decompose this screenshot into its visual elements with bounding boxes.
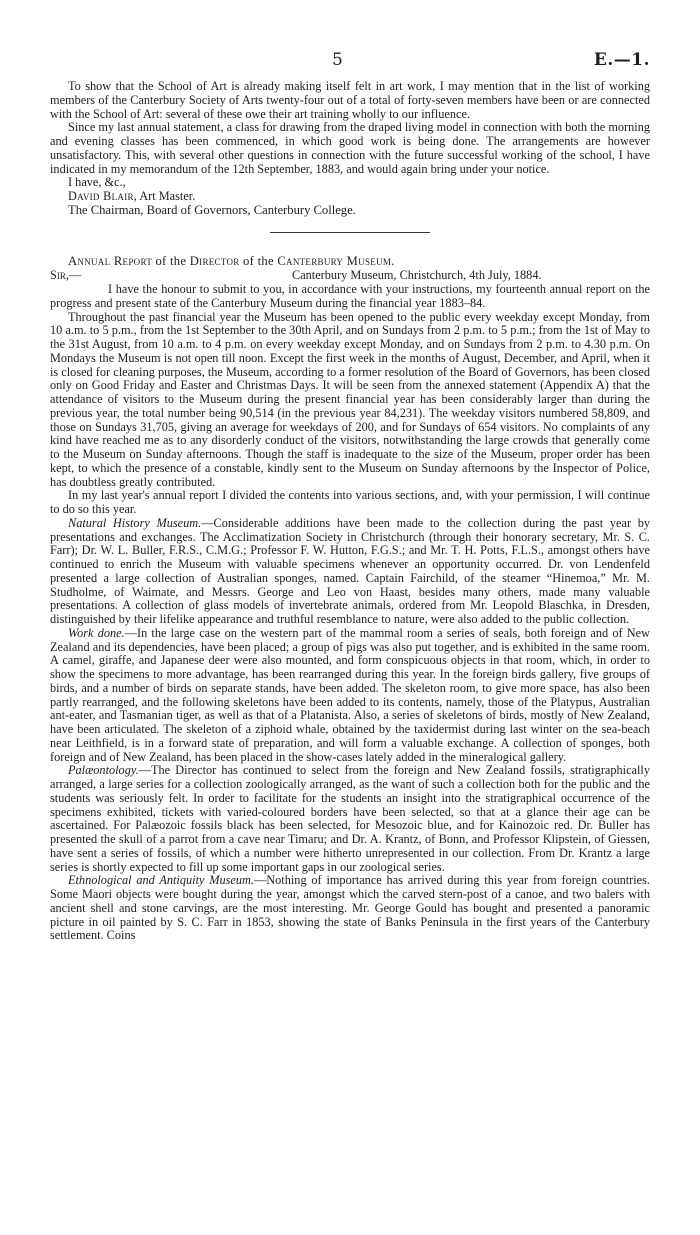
work-done-text: —In the large case on the western part of the mammal room a series of seals, both foreign and of New Zealand and its dependencies, have been placed; a group of pigs was also put together, and is exhibited in the same room. A camel, giraffe, and Japanese deer were also mounted, and form conspicuous objects in that room, which, in order to show the specimens to more advantage, has been rearranged during this year. In the foreign birds gallery, five groups of birds, and a number of birds on separate stands, have been added. The skeleton room, to give more space, has also been partly rearranged, and the following skeletons have been added to its contents, namely, those of the Platypus, Australian ant-eater, and Tasmanian tiger, as well as that of a Platanista. Also, a series of skeletons of birds, mostly of New Zealand, have been articulated. The skeleton of a ziphoid whale, obtained by the taxidermist during last winter on the sea-beach near Leithfield, is in a forward state of preparation, and will form a valuable exchange. A collection of sponges, both foreign and of New Zealand, has been placed in the show-cases lately added in the mineralogical gallery. <box>50 625 650 764</box>
natural-history-text: —Considerable additions have been made to the collection during the past year by presentations and exchanges. The Acclimatization Society in Christchurch (through their honorary secretary, Mr. S. C. Farr); Dr. W. L. Buller, F.R.S., C.M.G.; Professor F. W. Hutton, F.G.S.; and Mr. T. H. Potts, F.L.S., amongst others have continued to enrich the Museum with valuable specimens whenever an opportunity occurred. Dr. von Lendenfeld presented a large collection of Australian sponges, named. Captain Fairchild, of the steamer “Hinemoa,” Mr. M. Studholme, of Waimate, and Messrs. George and Leo von Haast, besides many others, made many valuable presentations. A collection of glass models of invertebrate animals, ordered from Mr. Leopold Blaschka, in Dresden, distinguished by their lifelike appearance and truthful resemblance to nature, were also added to the public collection. <box>50 515 650 626</box>
letter-closing: I have, &c., <box>68 175 126 190</box>
palaeontology-heading: Palæontology. <box>68 763 139 778</box>
report-title <box>50 255 650 269</box>
letter-paragraph-2: Since my last annual statement, a class for drawing from the draped living model in connection with both the morning and evening classes has been commenced, in which good work is being done. The arrangements are however unsatisfactory. This, with several other questions in connection with the future successful working of the school, I have indicated in my memorandum of the 12th September, 1883, and would again bring under your notice. <box>50 120 650 176</box>
report-title-part-5: Canterbury Museum. <box>277 253 395 268</box>
salutation: Sir,— <box>50 268 82 283</box>
report-title-part-2: of the <box>152 253 190 268</box>
page-number: 5 <box>332 50 343 70</box>
page-body <box>50 80 650 943</box>
palaeontology-text: —The Director has continued to select from the foreign and New Zealand fossils, stratigraphically arranged, a large series for a collection zoologically arranged, as the want of such a collection both for the public and the students was seriously felt. In order to facilitate for the students an insight into the stratigraphical occurrence of the specimens exhibited, tickets with varied-coloured borders have been selected, so that at a glance their age can be ascertained. For Palæozoic fossils black has been selected, for Mesozoic blue, and for Kainozoic red. Dr. Buller has presented the skull of a parrot from a cave near Timaru; and Dr. A. Krantz, of Bonn, and Professor Klipstein, of Giessen, have sent a series of fossils, of which a number were hitherto unrepresented in our collection. From Dr. Krantz a large series is shortly expected to fill up some important gaps in our zoological series. <box>50 763 650 874</box>
letter-signature <box>50 190 650 204</box>
work-done-heading: Work done. <box>68 625 125 640</box>
natural-history-paragraph <box>50 517 650 627</box>
ethnological-heading: Ethnological and Antiquity Museum. <box>68 873 254 888</box>
document-reference: E.—1. <box>593 50 650 70</box>
ethnological-text: —Nothing of importance has arrived during this year from foreign countries. Some Maori objects were bought during the year, amongst which the carved stern-post of a canoe, and two balers with ancient shell and stone carvings, are the most interesting. Mr. George Gould has bought and presented a panoramic picture in oil painted by S. C. Farr in 1853, showing the state of Banks Peninsula in the first years of the Canterbury settlement. Coins <box>50 873 650 943</box>
page-header <box>0 50 700 74</box>
report-paragraph-3: In my last year's annual report I divided the contents into various sections, and, with your permission, I will continue to do so this year. <box>50 488 650 516</box>
place-date: Canterbury Museum, Christchurch, 4th July, 1884. <box>292 268 542 283</box>
salutation-line <box>50 269 650 283</box>
work-done-paragraph <box>50 627 650 765</box>
ethnological-paragraph <box>50 874 650 943</box>
report-paragraph-2: Throughout the past financial year the Museum has been opened to the public every weekday except Monday, from 10 a.m. to 5 p.m., from the 1st September to the 30th April, and on Sundays from 2 p.m. to 5 p.m.; from the 1st of May to the 31st August, from 10 a.m. to 4 p.m. on every weekday except Monday, and on Sundays from 2 p.m. to 4.30 p.m. On Mondays the Museum is not open till noon. Except the first week in the months of August, December, and April, when it is closed for cleaning purposes, the Museum, according to a former resolution of the Board of Governors, has been closed only on Good Friday and Easter and Christmas Days. It will be seen from the annexed statement (Appendix A) that the attendance of visitors to the Museum during the present financial year has been considerably larger than during the previous year, the total number being 90,514 (in the previous year 84,231). The weekday visitors numbered 58,809, and those on Sundays 31,705, giving an average for weekdays of 200, and for Sundays of 654 visitors. No complaints of any kind have reached me as to any disorderly conduct of the visitors, notwithstanding the large crowds that generally come to the Museum on Sunday afternoons. Though the staff is inadequate to the size of the Museum, proper order has been kept, to which the presence of a constable, kindly sent to the Museum on Sunday afternoons by the Inspector of Police, has doubtless greatly contributed. <box>50 309 650 489</box>
signature-name: David Blair <box>68 189 134 203</box>
palaeontology-paragraph <box>50 764 650 874</box>
signature-title: , Art Master. <box>133 189 196 203</box>
report-paragraph-1: I have the honour to submit to you, in accordance with your instructions, my fourteenth annual report on the progress and present state of the Canterbury Museum during the financial year 1883–84. <box>50 282 650 310</box>
report-title-part-4: of the <box>239 253 278 268</box>
letter-paragraph-1: To show that the School of Art is already making itself felt in art work, I may mention that in the list of working members of the Canterbury Society of Arts twenty-four out of a total of forty-seven members have been or are connected with the School of Art: several of these owe their art training wholly to our influence. <box>50 79 650 121</box>
natural-history-heading: Natural History Museum. <box>68 515 202 530</box>
letter-addressee: The Chairman, Board of Governors, Canterbury College. <box>68 202 356 217</box>
report-title-part-3: Director <box>189 253 240 268</box>
section-divider <box>270 232 430 233</box>
report-title-part-1: Annual Report <box>68 253 153 268</box>
